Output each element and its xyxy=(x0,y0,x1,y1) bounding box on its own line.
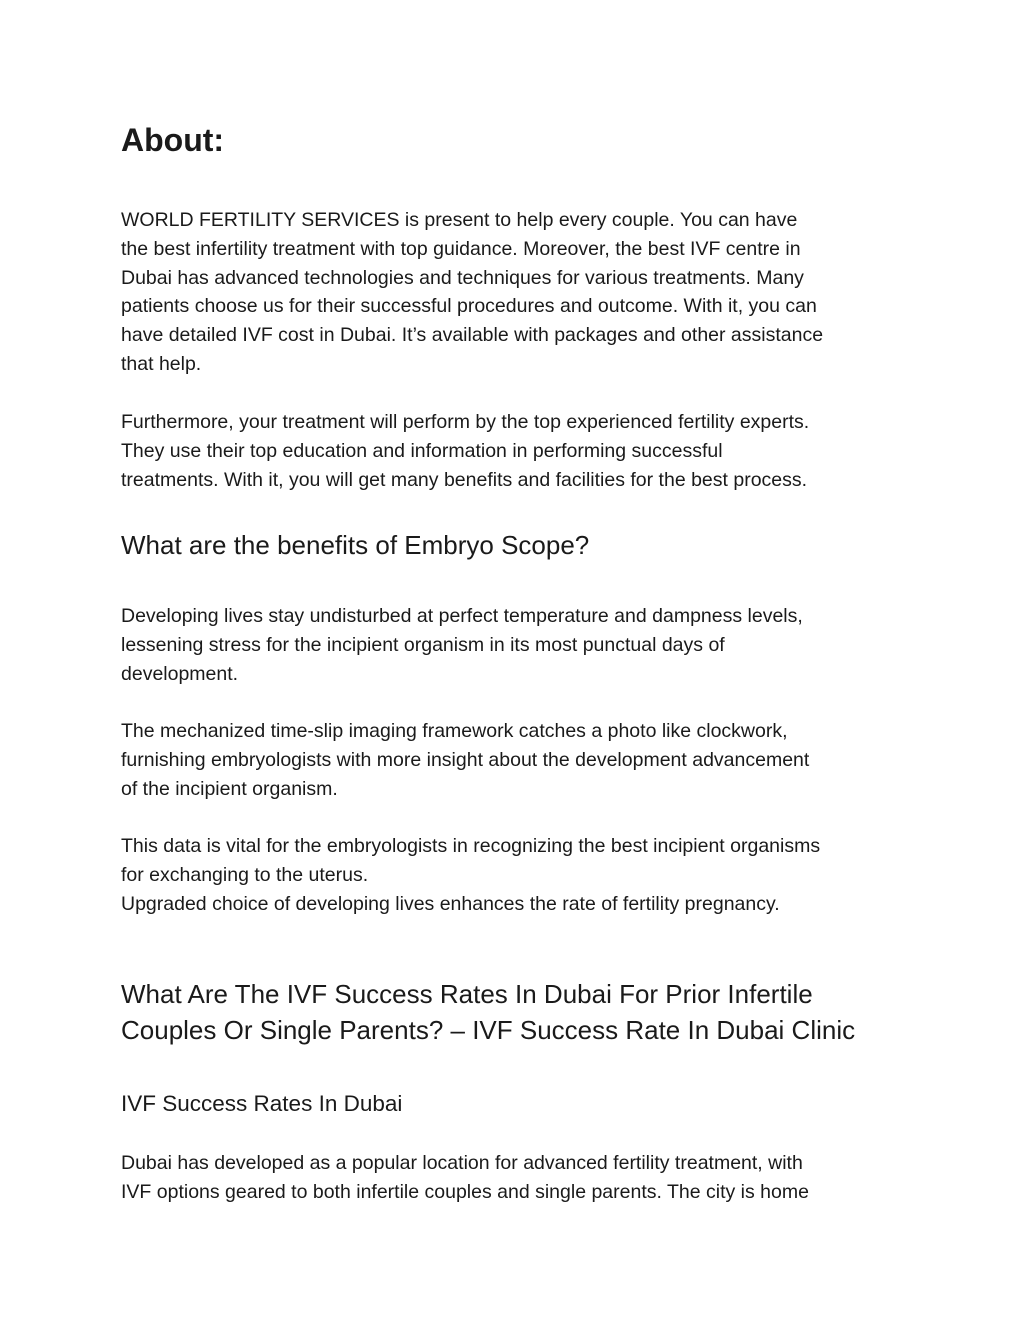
text-line: WORLD FERTILITY SERVICES is present to help every couple. You can have xyxy=(121,209,798,231)
heading-line: Couples Or Single Parents? – IVF Success Rate In Dubai Clinic xyxy=(121,1014,856,1045)
text-line: IVF options geared to both infertile couples and single parents. The city is home xyxy=(121,1180,809,1203)
text-line: patients choose us for their successful procedures and outcome. With it, you can xyxy=(121,295,817,318)
text-line: Dubai has advanced technologies and techniques for various treatments. Many xyxy=(121,266,804,289)
text-line: Developing lives stay undisturbed at perfect temperature and dampness levels, xyxy=(121,605,803,627)
text-line: that help. xyxy=(121,352,202,375)
embryo-scope-heading: What are the benefits of Embryo Scope? xyxy=(121,530,590,560)
text-line: of the incipient organism. xyxy=(121,777,338,800)
embryo-paragraph-3 xyxy=(121,832,911,918)
embryo-paragraph-2 xyxy=(121,717,911,803)
text-line: for exchanging to the uterus. xyxy=(121,863,369,886)
text-line: This data is vital for the embryologists in recognizing the best incipient organisms xyxy=(121,835,821,857)
text-line: have detailed IVF cost in Dubai. It’s available with packages and other assistance xyxy=(121,324,824,347)
text-line: lessening stress for the incipient organism in its most punctual days of xyxy=(121,633,725,656)
ivf-paragraph-1 xyxy=(121,1149,911,1207)
text-line: They use their top education and information in performing successful xyxy=(121,439,723,462)
text-line: furnishing embryologists with more insight about the development advancement xyxy=(121,748,810,771)
heading-line: What Are The IVF Success Rates In Dubai For Prior Infertile xyxy=(121,979,813,1009)
about-paragraph-1 xyxy=(121,206,911,379)
text-line: Upgraded choice of developing lives enhances the rate of fertility pregnancy. xyxy=(121,892,780,915)
about-paragraph-2 xyxy=(121,408,911,494)
text-line: The mechanized time-slip imaging framework catches a photo like clockwork, xyxy=(121,720,788,742)
text-line: Dubai has developed as a popular location for advanced fertility treatment, with xyxy=(121,1152,803,1174)
ivf-success-subheading: IVF Success Rates In Dubai xyxy=(121,1091,403,1116)
text-line: Furthermore, your treatment will perform by the top experienced fertility experts. xyxy=(121,411,810,433)
text-line: treatments. With it, you will get many benefits and facilities for the best process. xyxy=(121,468,808,491)
text-line: development. xyxy=(121,662,239,685)
embryo-paragraph-1 xyxy=(121,602,911,688)
ivf-success-heading xyxy=(121,977,855,1048)
about-heading: About: xyxy=(121,122,225,158)
text-line: the best infertility treatment with top guidance. Moreover, the best IVF centre in xyxy=(121,237,801,260)
